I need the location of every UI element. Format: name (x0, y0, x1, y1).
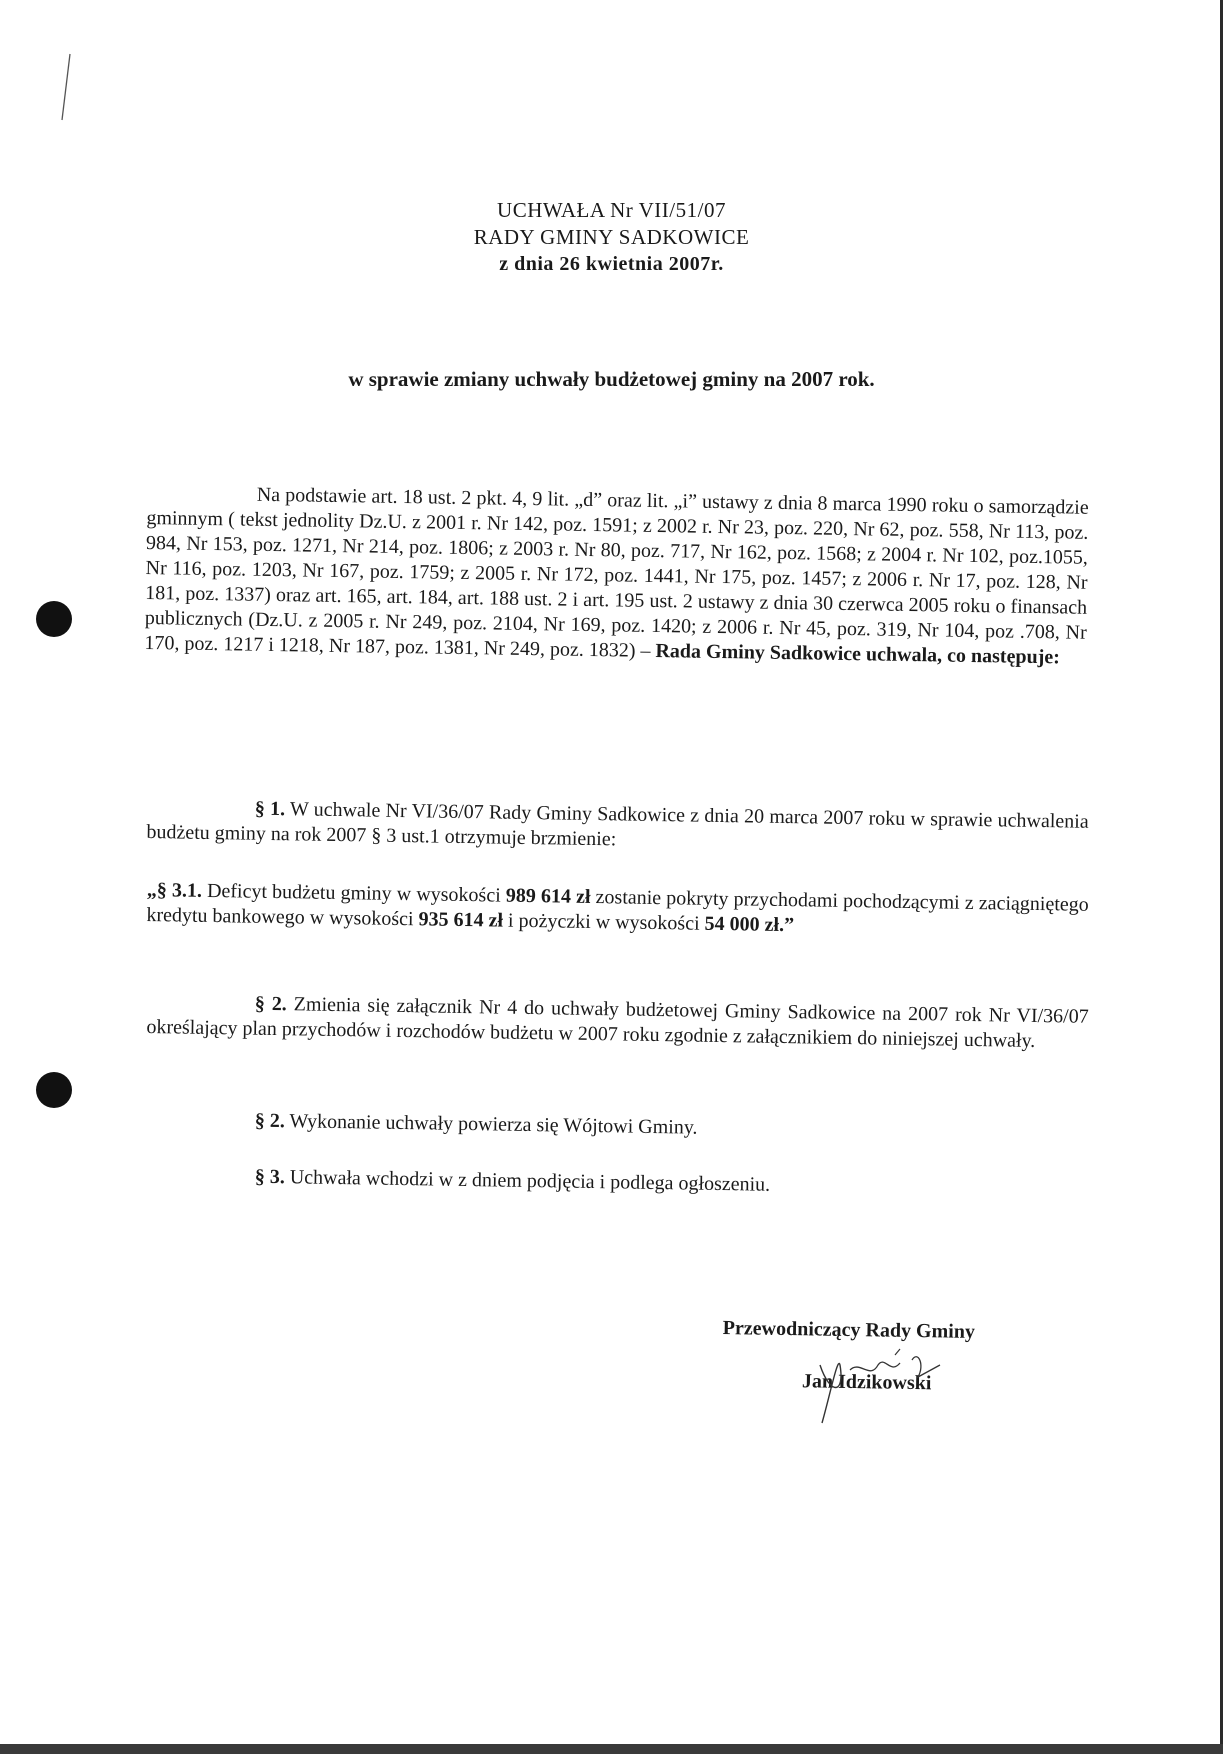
document-header (0, 197, 1223, 278)
council-name: RADY GMINY SADKOWICE (473, 225, 750, 249)
legal-basis-paragraph (144, 481, 1089, 671)
pencil-mark (60, 52, 72, 122)
paragraph-text: Uchwała wchodzi w z dniem podjęcia i podlega ogłoszeniu. (284, 1166, 771, 1196)
resolution-date: z dnia 26 kwietnia 2007r. (499, 253, 724, 275)
section-mark: § 1. (254, 797, 286, 821)
paragraph-1 (146, 795, 1089, 860)
paragraph-text: W uchwale Nr VI/36/07 Rady Gminy Sadkowice z dnia 20 marca 2007 roku w sprawie uchwalenia budżetu gminy na rok 2007 § 3 ust.1 otrzymuje brzmienie: (146, 798, 1089, 851)
handwritten-signature (800, 1335, 970, 1425)
section-mark: § 3. (254, 1165, 285, 1189)
paragraph-3-effective (147, 1163, 1089, 1203)
paragraph-3-1-quote (146, 878, 1089, 943)
resolution-subject: w sprawie zmiany uchwały budżetowej gminy na 2007 rok. (348, 367, 875, 391)
paragraph-2-attachment (146, 990, 1089, 1055)
signatory-role: Przewodniczący Rady Gminy (722, 1316, 976, 1343)
legal-basis-text: Na podstawie art. 18 ust. 2 pkt. 4, 9 lit. „d” oraz lit. „i” ustawy z dnia 8 marca 1990 roku o samorządzie gminnym ( tekst jednolity Dz.U. z 2001 r. Nr 142, poz. 1591; z 2002 r. Nr 23, poz. 220, Nr 62, poz. 558, Nr 113, poz. 984, Nr 153, poz. 1271, Nr 214, poz. 1806; z 2003 r. Nr 80, poz. 717, Nr 162, poz. 1568; z 2004 r. Nr 102, poz.1055, Nr 116, poz. 1203, Nr 167, poz. 1759; z 2005 r. Nr 172, poz. 1441, Nr 175, poz. 1457; z 2006 r. Nr 17, poz. 128, Nr 181, poz. 1337) oraz art. 165, art. 184, art. 188 ust. 2 i art. 195 ust. 2 ustawy z dnia 30 czerwca 2005 roku o finansach publicznych (Dz.U. z 2005 r. Nr 249, poz. 2104, Nr 169, poz. 1420; z 2006 r. Nr 45, poz. 319, Nr 104, poz .708, Nr 170, poz. 1217 i 1218, Nr 187, poz. 1381, Nr 249, poz. 1832) – (144, 483, 1089, 663)
paragraph-text: Wykonanie uchwały powierza się Wójtowi Gminy. (284, 1110, 698, 1139)
section-mark: § 2. (254, 1109, 285, 1133)
paragraph-2-execution (147, 1107, 1089, 1147)
section-mark: „§ 3.1. (146, 878, 203, 902)
loan-amount: 54 000 zł.” (704, 912, 795, 937)
paragraph-text: Zmienia się załącznik Nr 4 do uchwały budżetowej Gminy Sadkowice na 2007 rok Nr VI/36/07 określający plan przychodów i rozchodów budżetu w 2007 roku zgodnie z załącznikiem do niniejszej uchwały. (146, 993, 1089, 1052)
section-mark: § 2. (254, 992, 287, 1016)
punch-hole (36, 1072, 72, 1108)
resolves-clause: Rada Gminy Sadkowice uchwala, co następuje: (655, 640, 1061, 669)
signatory-name: Jan Idzikowski (801, 1370, 932, 1395)
paragraph-text: zostanie pokryty przychodami pochodzącymi z zaciągniętego kredytu bankowego w wysokości (146, 885, 1089, 931)
resolution-title: UCHWAŁA Nr VII/51/07 (497, 198, 726, 222)
deficit-amount: 989 614 zł (505, 884, 591, 908)
punch-hole (36, 601, 72, 637)
paragraph-text: i pożyczki w wysokości (502, 909, 705, 935)
paragraph-text: Deficyt budżetu gminy w wysokości (201, 879, 507, 907)
credit-amount: 935 614 zł (418, 908, 504, 932)
scan-edge-bottom (0, 1744, 1223, 1754)
